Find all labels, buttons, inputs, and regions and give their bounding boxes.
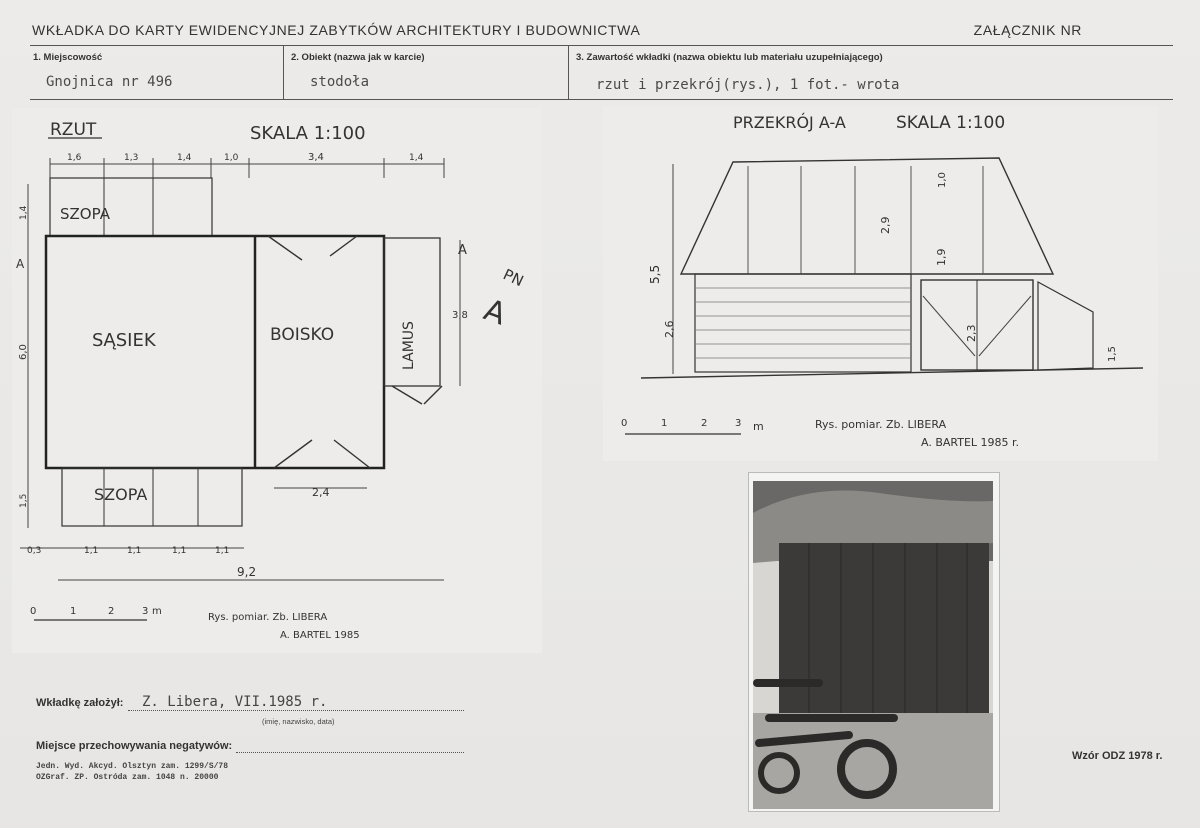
plan-left-dim: 6,0 [18, 344, 29, 360]
section-scalebar-label: 2 [701, 418, 708, 429]
room-label-threshing-floor: BOISKO [270, 325, 335, 345]
attachment-number-label: ZAŁĄCZNIK NR [973, 22, 1082, 38]
gate-photograph [748, 472, 1000, 812]
floor-plan-drawing [12, 108, 542, 653]
room-label-shed-bottom: SZOPA [94, 485, 148, 504]
section-scalebar-label: 0 [621, 418, 628, 429]
header-rule [30, 45, 1173, 46]
section-credit: Rys. pomiar. Zb. LIBERA [815, 418, 947, 431]
field-locality-label: 1. Miejscowość [33, 52, 103, 63]
section-mark-left: A [16, 257, 25, 271]
section-mark-right: A [458, 243, 467, 258]
print-info-line: Jedn. Wyd. Akcyd. Olsztyn zam. 1299/S/78 [36, 762, 229, 771]
plan-storeroom-dim: 3,8 [452, 310, 468, 321]
plan-top-dim: 1,0 [224, 153, 239, 163]
plan-total-dim: 9,2 [237, 565, 257, 579]
plan-scalebar-label: 1 [70, 606, 77, 617]
plan-bottom-dim: 1,1 [172, 546, 187, 556]
founded-by-label: Wkładkę założył: [36, 697, 124, 709]
section-scalebar-label: 1 [661, 418, 668, 429]
negatives-storage-label: Miejsce przechowywania negatywów: [36, 740, 233, 752]
section-dim: 1,5 [1107, 346, 1118, 362]
form-pattern-label: Wzór ODZ 1978 r. [1072, 750, 1163, 762]
north-label: PN [500, 265, 527, 291]
plan-top-dim: 1,4 [177, 153, 192, 163]
document-title: WKŁADKA DO KARTY EWIDENCYJNEJ ZABYTKÓW ARCHITEKTURY I BUDOWNICTWA [32, 22, 641, 38]
plan-door-dim: 2,4 [312, 486, 330, 499]
founded-by-value: Z. Libera, VII.1985 r. [142, 694, 328, 710]
section-dim: 5,5 [648, 264, 662, 284]
plan-scalebar-label: 0 [30, 606, 37, 617]
section-dim: 1,0 [937, 172, 948, 188]
north-arrow-icon: A [479, 292, 511, 333]
section-title: PRZEKRÓJ A-A [733, 113, 846, 132]
plan-left-dim: 1,5 [19, 493, 29, 508]
fields-rule [30, 99, 1173, 100]
plan-left-dim: 1,4 [19, 205, 29, 220]
plan-scale: SKALA 1:100 [250, 123, 366, 144]
field-locality-value: Gnojnica nr 496 [46, 74, 173, 90]
section-credit: A. BARTEL 1985 r. [921, 436, 1020, 449]
negatives-storage-line [236, 752, 464, 753]
room-label-storeroom: LAMUS [401, 321, 417, 370]
field-divider [283, 45, 284, 99]
plan-top-dim: 1,6 [67, 153, 82, 163]
cross-section-drawing [603, 106, 1158, 461]
section-dim: 2,9 [879, 216, 892, 234]
plan-scalebar-label: 2 [108, 606, 115, 617]
field-divider [568, 45, 569, 99]
founded-by-hint: (imię, nazwisko, data) [262, 717, 335, 726]
plan-credit: Rys. pomiar. Zb. LIBERA [208, 612, 328, 623]
field-content-value: rzut i przekrój(rys.), 1 fot.- wrota [596, 77, 900, 93]
section-dim: 2,6 [663, 320, 676, 338]
section-scale: SKALA 1:100 [896, 113, 1006, 133]
section-scalebar-label: m [753, 420, 764, 433]
plan-top-dim: 1,3 [124, 153, 139, 163]
print-info-line: OZGraf. ZP. Ostróda zam. 1048 n. 20000 [36, 773, 219, 782]
gate-photo-image [749, 473, 1001, 813]
plan-scalebar-label: m [152, 606, 162, 617]
floor-plan-svg [12, 108, 542, 653]
field-object-value: stodoła [310, 74, 370, 90]
plan-credit: A. BARTEL 1985 [280, 630, 360, 641]
plan-title: RZUT [50, 120, 97, 140]
room-label-shed-top: SZOPA [60, 205, 110, 223]
section-dim: 2,3 [965, 324, 978, 342]
plan-bottom-dim: 1,1 [84, 546, 99, 556]
founded-by-line [128, 710, 464, 711]
plan-top-dim: 3,4 [308, 152, 324, 163]
field-content-label: 3. Zawartość wkładki (nazwa obiektu lub materiału uzupełniającego) [576, 52, 883, 63]
section-dim: 1,9 [935, 248, 948, 266]
plan-bottom-dim: 1,1 [215, 546, 230, 556]
plan-scalebar-label: 3 [142, 606, 149, 617]
plan-bottom-dim: 1,1 [127, 546, 142, 556]
field-object-label: 2. Obiekt (nazwa jak w karcie) [291, 52, 425, 63]
plan-top-dim: 1,4 [409, 153, 424, 163]
cross-section-svg [603, 106, 1158, 461]
plan-bottom-dim: 0,3 [27, 546, 42, 556]
section-scalebar-label: 3 [735, 418, 742, 429]
room-label-hay: SĄSIEK [92, 330, 156, 351]
